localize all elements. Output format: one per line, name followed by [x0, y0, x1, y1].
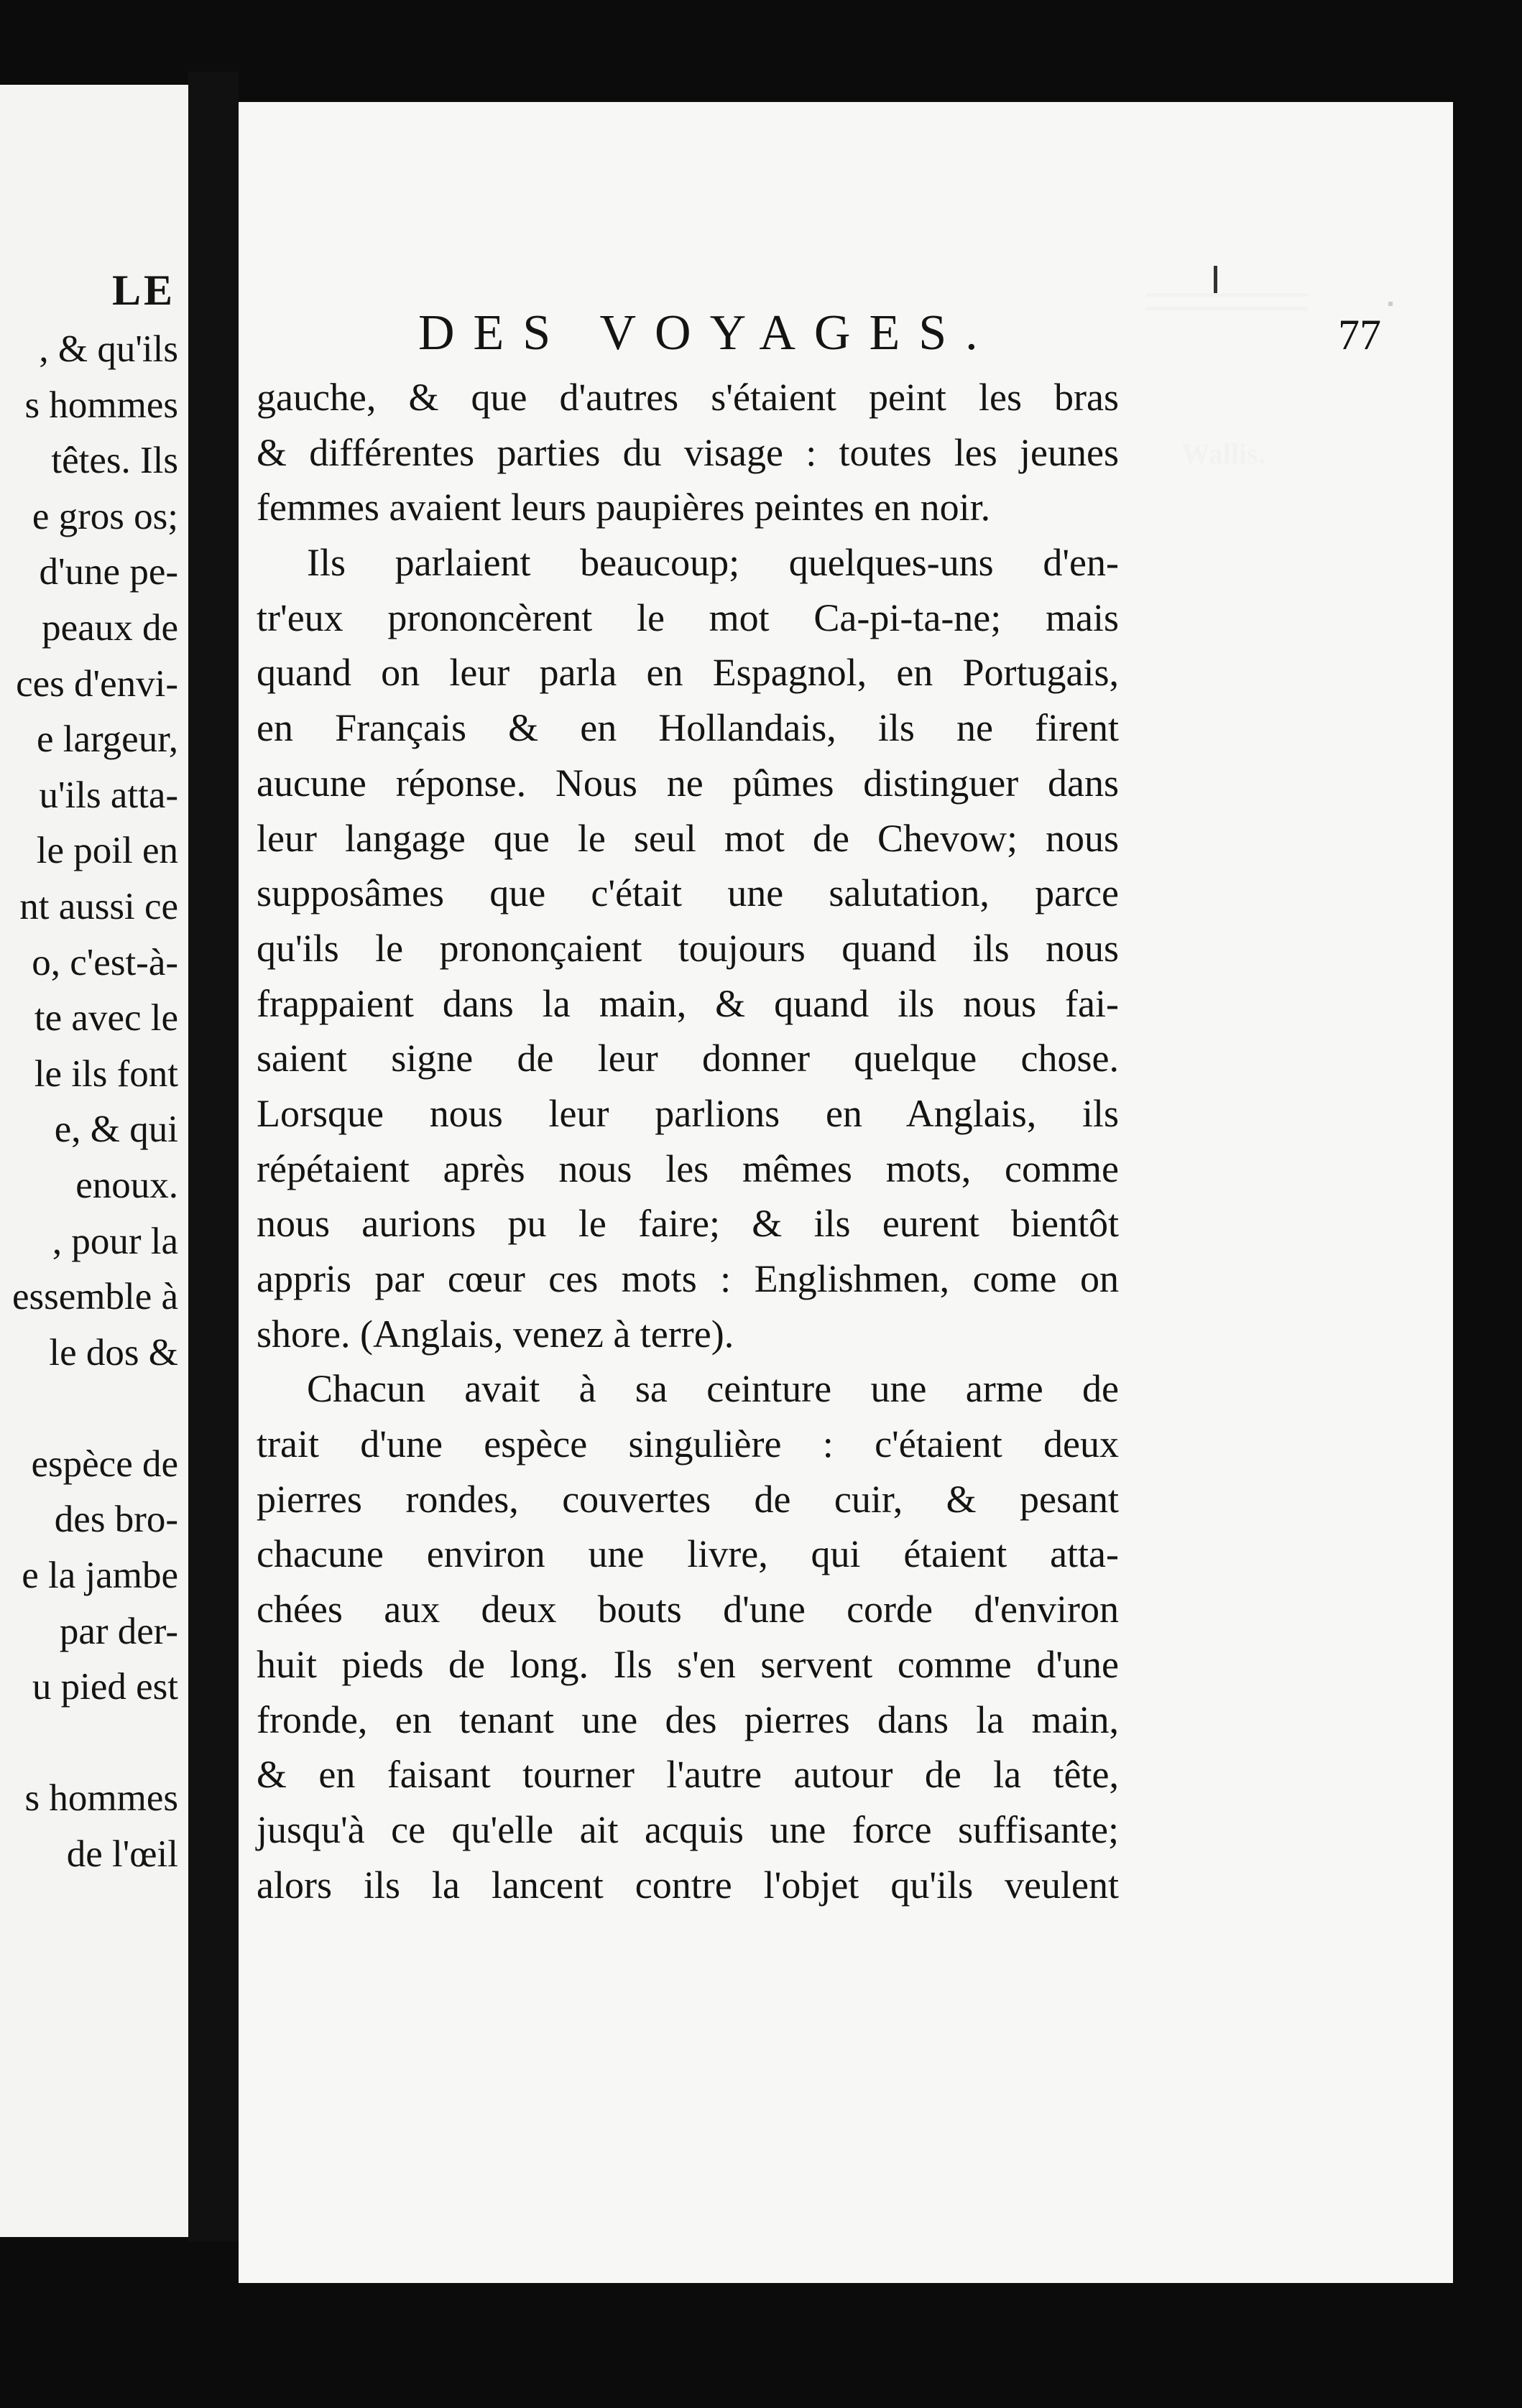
- blank-line: [0, 1715, 178, 1772]
- text-line: tr'eux prononcèrent le mot Ca-pi-ta-ne; mais: [257, 596, 1119, 639]
- text-line: par der-: [59, 1610, 178, 1652]
- text-line: shore. (Anglais, venez à terre).: [257, 1312, 734, 1356]
- text-line: saient signe de leur donner quelque chose.: [257, 1037, 1119, 1080]
- text-line: têtes. Ils: [51, 440, 178, 482]
- text-line: pierres rondes, couvertes de cuir, & pesant: [257, 1477, 1119, 1521]
- text-line: Ils parlaient beaucoup; quelques-uns d'en-: [307, 541, 1119, 585]
- text-line: gauche, & que d'autres s'étaient peint les bras: [257, 376, 1119, 419]
- text-line: le dos &: [49, 1331, 178, 1374]
- blank-line: [0, 1381, 178, 1437]
- text-line: le ils font: [34, 1052, 178, 1095]
- text-line: le poil en: [36, 830, 178, 872]
- text-line: frappaient dans la main, & quand ils nous fai-: [257, 981, 1119, 1025]
- text-line: o, c'est-à-: [32, 941, 178, 983]
- text-line: , pour la: [52, 1220, 178, 1262]
- margin-double-rule: [1146, 293, 1308, 310]
- text-line: , & qu'ils: [39, 328, 178, 370]
- text-line: jusqu'à ce qu'elle ait acquis une force suffisante;: [257, 1807, 1119, 1851]
- left-page-header: LE: [111, 267, 175, 314]
- scan-mark: [1214, 266, 1217, 293]
- body-text: [257, 370, 1119, 1912]
- text-line: s hommes: [24, 384, 178, 426]
- text-line: nt aussi ce: [19, 885, 178, 927]
- text-line: & en faisant tourner l'autre autour de la tête,: [257, 1753, 1119, 1797]
- text-line: de l'œil: [66, 1833, 178, 1876]
- text-line: enoux.: [75, 1164, 178, 1206]
- text-line: aucune réponse. Nous ne pûmes distinguer dans: [257, 761, 1119, 805]
- text-line: qu'ils le prononçaient toujours quand ils nous: [257, 926, 1119, 970]
- text-line: & différentes parties du visage : toutes les jeunes: [257, 430, 1119, 474]
- text-line: en Français & en Hollandais, ils ne firent: [257, 706, 1119, 750]
- left-page-text: [0, 322, 178, 1883]
- text-line: e la jambe: [22, 1555, 178, 1597]
- text-line: huit pieds de long. Ils s'en servent comme d'une: [257, 1642, 1119, 1686]
- text-line: Lorsque nous leur parlions en Anglais, ils: [257, 1091, 1119, 1135]
- text-line: ces d'envi-: [16, 662, 178, 705]
- margin-note: Wallis.: [1181, 437, 1265, 470]
- text-line: chées aux deux bouts d'une corde d'environ: [257, 1588, 1119, 1631]
- text-line: u'ils atta-: [39, 774, 178, 816]
- text-line: trait d'une espèce singulière : c'étaient deux: [257, 1422, 1119, 1466]
- text-line: espèce de: [31, 1443, 178, 1485]
- page-number: 77: [1338, 311, 1381, 358]
- text-line: nous aurions pu le faire; & ils eurent bientôt: [257, 1202, 1119, 1246]
- text-line: leur langage que le seul mot de Chevow; nous: [257, 816, 1119, 860]
- left-facing-page: [0, 85, 190, 2237]
- scan-speck: [1388, 302, 1393, 306]
- text-line: peaux de: [42, 606, 178, 649]
- text-line: e gros os;: [32, 495, 178, 537]
- text-line: chacune environ une livre, qui étaient atta-: [257, 1532, 1119, 1576]
- text-line: s hommes: [24, 1777, 178, 1820]
- text-line: e, & qui: [54, 1108, 178, 1151]
- text-line: e largeur,: [36, 718, 178, 761]
- running-title: DES VOYAGES.: [418, 305, 997, 361]
- text-line: appris par cœur ces mots : Englishmen, come on: [257, 1257, 1119, 1300]
- running-head: [418, 305, 1381, 369]
- text-line: essemble à: [11, 1276, 178, 1318]
- text-line: u pied est: [32, 1666, 178, 1708]
- book-gutter: [188, 72, 239, 2241]
- text-line: d'une pe-: [39, 551, 178, 593]
- text-line: Chacun avait à sa ceinture une arme de: [307, 1367, 1119, 1411]
- text-line: supposâmes que c'était une salutation, parce: [257, 871, 1119, 915]
- text-line: quand on leur parla en Espagnol, en Portugais,: [257, 651, 1119, 695]
- text-line: fronde, en tenant une des pierres dans la main,: [257, 1698, 1119, 1741]
- text-line: te avec le: [34, 997, 178, 1039]
- text-line: femmes avaient leurs paupières peintes en noir.: [257, 486, 991, 529]
- text-line: répétaient après nous les mêmes mots, comme: [257, 1147, 1119, 1190]
- right-page: [239, 102, 1453, 2283]
- text-line: alors ils la lancent contre l'objet qu'ils veulent: [257, 1863, 1119, 1907]
- text-line: des bro-: [54, 1499, 178, 1541]
